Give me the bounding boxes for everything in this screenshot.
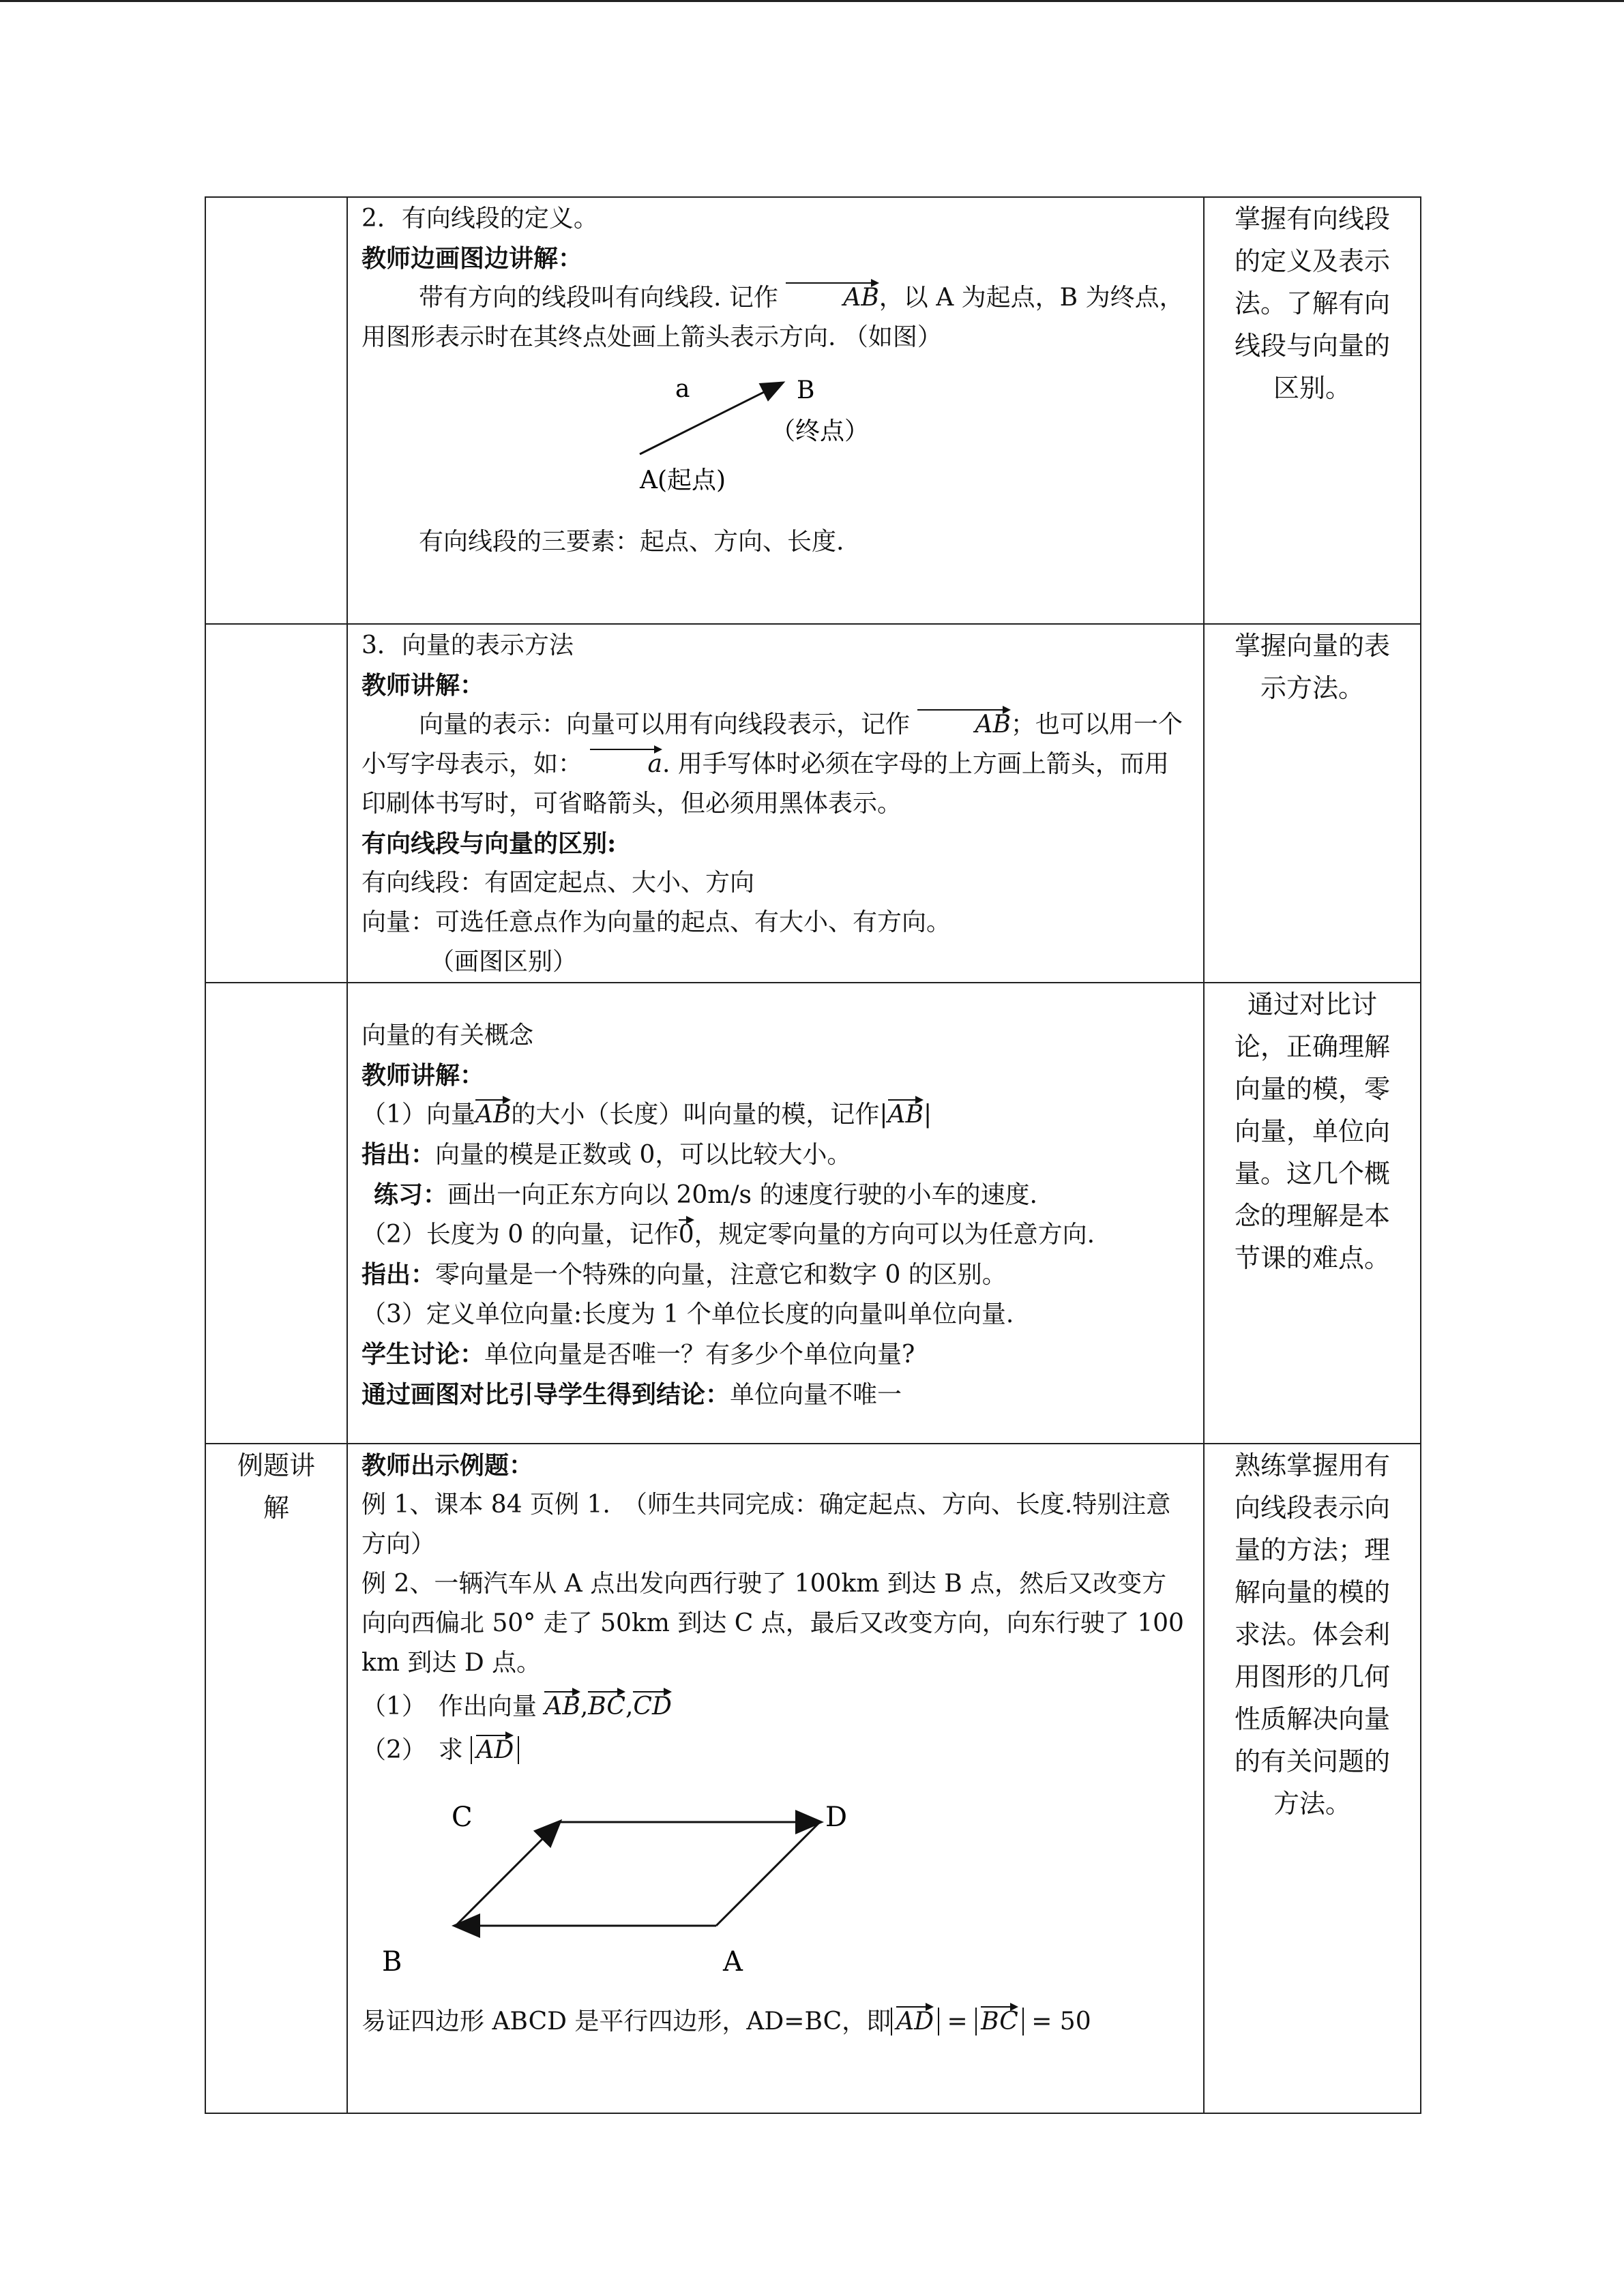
row2-objective-cell xyxy=(1204,624,1421,983)
vector-cd: CD xyxy=(633,1687,671,1727)
row4-label: 例题讲解 xyxy=(237,1450,315,1523)
row-vector-concepts xyxy=(205,983,1421,1444)
fig-label-start: A(起点) xyxy=(640,466,726,494)
row2-label-cell xyxy=(205,624,347,983)
row3-p5: 指出：零向量是一个特殊的向量，注意它和数字 0 的区别。 xyxy=(361,1260,1007,1289)
question-2: （2） 求 AD xyxy=(361,1731,1190,1770)
row3-p8: 通过画图对比引导学生得到结论：单位向量不唯一 xyxy=(361,1380,902,1409)
row3-objective: 通过对比讨论，正确理解向量的模，零向量，单位向量。这几个概念的理解是本节课的难点。 xyxy=(1234,989,1390,1273)
row-examples xyxy=(205,1444,1421,2113)
vector-ab: AB xyxy=(917,705,1010,745)
vector-ad: AD xyxy=(476,1731,514,1770)
row2-line1: 有向线段：有固定起点、大小、方向 xyxy=(361,869,755,897)
vector-bc: BC xyxy=(981,2002,1018,2042)
fig-label-b: B xyxy=(797,376,815,404)
vector-ab: AB xyxy=(888,1095,924,1135)
parallelogram-figure xyxy=(361,1770,1191,1975)
vector-a: a xyxy=(590,745,662,784)
row4-teacher-label: 教师出示例题： xyxy=(361,1451,534,1480)
point-c: C xyxy=(452,1802,473,1833)
segment-da xyxy=(716,1822,820,1926)
directed-segment-figure xyxy=(361,357,1191,494)
row2-heading: 3．向量的表示方法 xyxy=(361,631,574,659)
vector-ab: AB xyxy=(544,1687,580,1727)
row2-objective: 掌握向量的表示方法。 xyxy=(1234,631,1390,703)
vector-bc: BC xyxy=(588,1687,625,1727)
row1-objective-cell xyxy=(1204,197,1421,624)
row3-p1: （1）向量AB的大小（长度）叫向量的模，记作|AB| xyxy=(361,1095,1190,1135)
row3-label-cell xyxy=(205,983,347,1444)
example-2: 例 2、一辆汽车从 A 点出发向西行驶了 100km 到达 B 点，然后又改变方向向西偏北 50° 走了 50km 到达 C 点，最后又改变方向，向东行驶了 100 km 到达 D 点。 xyxy=(361,1570,1184,1677)
row3-p6: （3）定义单位向量:长度为 1 个单位长度的向量叫单位向量. xyxy=(361,1300,1014,1328)
row2-teacher-label: 教师讲解： xyxy=(361,671,485,700)
vector-ab: AB xyxy=(786,278,879,318)
row4-objective: 熟练掌握用有向线段表示向量的方法；理解向量的模的求法。体会利用图形的几何性质解决向量的有关问题的方法。 xyxy=(1234,1450,1390,1819)
question-1: （1） 作出向量 AB,BC,CD xyxy=(361,1687,1190,1727)
point-a: A xyxy=(723,1946,743,1975)
vector-ab: AB xyxy=(475,1095,511,1135)
row1-definition: 带有方向的线段叫有向线段. 记作 AB，以 A 为起点，B 为终点，用图形表示时在其终点处画上箭头表示方向. （如图） xyxy=(361,278,1190,357)
conclusion: 易证四边形 ABCD 是平行四边形，AD=BC，即 AD = BC = 50 xyxy=(361,2002,1190,2042)
row1-heading: 2．有向线段的定义。 xyxy=(361,205,598,233)
row1-objective: 掌握有向线段的定义及表示法。了解有向线段与向量的区别。 xyxy=(1234,204,1390,403)
row3-content-cell xyxy=(347,983,1204,1444)
row-vector-notation xyxy=(205,624,1421,983)
row-directed-segment xyxy=(205,197,1421,624)
row2-difference-title: 有向线段与向量的区别: xyxy=(361,829,617,858)
lesson-plan-table xyxy=(205,196,1421,2114)
row3-teacher-label: 教师讲解： xyxy=(361,1061,485,1090)
row3-p3: 练习：画出一向正东方向以 20m/s 的速度行驶的小车的速度. xyxy=(374,1180,1037,1209)
page-top-rule xyxy=(0,0,1624,2)
point-b: B xyxy=(382,1946,402,1975)
row1-teacher-label: 教师边画图边讲解： xyxy=(361,244,583,273)
fig-label-a: a xyxy=(675,375,690,403)
example-1: 例 1、课本 84 页例 1. （师生共同完成：确定起点、方向、长度.特别注意方向） xyxy=(361,1491,1171,1558)
fig-label-end: （终点） xyxy=(771,417,870,445)
row4-objective-cell xyxy=(1204,1444,1421,2113)
row1-content-cell xyxy=(347,197,1204,624)
row2-notation: 向量的表示：向量可以用有向线段表示，记作 AB；也可以用一个小写字母表示，如： a. 用手写体时必须在字母的上方画上箭头，而用印刷体书写时，可省略箭头，但必须用黑体表示。 xyxy=(361,705,1190,824)
row1-label-cell xyxy=(205,197,347,624)
row2-line3: （画图区别） xyxy=(430,948,578,976)
vector-bc-arrow xyxy=(456,1822,559,1926)
vector-ad: AD xyxy=(896,2002,934,2042)
row3-p2: 指出：向量的模是正数或 0，可以比较大小。 xyxy=(361,1140,852,1169)
row4-label-cell xyxy=(205,1444,347,2113)
row3-heading: 向量的有关概念 xyxy=(361,1022,534,1049)
point-d: D xyxy=(825,1802,848,1833)
row4-content-cell xyxy=(347,1444,1204,2113)
row3-objective-cell xyxy=(1204,983,1421,1444)
row1-three-elements: 有向线段的三要素：起点、方向、长度. xyxy=(419,528,844,556)
row3-p4: （2）长度为 0 的向量，记作0，规定零向量的方向可以为任意方向. xyxy=(361,1215,1190,1255)
segment-arrow xyxy=(640,383,782,454)
row3-p7: 学生讨论：单位向量是否唯一？有多少个单位向量? xyxy=(361,1340,915,1369)
row2-content-cell xyxy=(347,624,1204,983)
vector-zero: 0 xyxy=(679,1215,694,1255)
row2-line2: 向量：可选任意点作为向量的起点、有大小、有方向。 xyxy=(361,908,951,936)
